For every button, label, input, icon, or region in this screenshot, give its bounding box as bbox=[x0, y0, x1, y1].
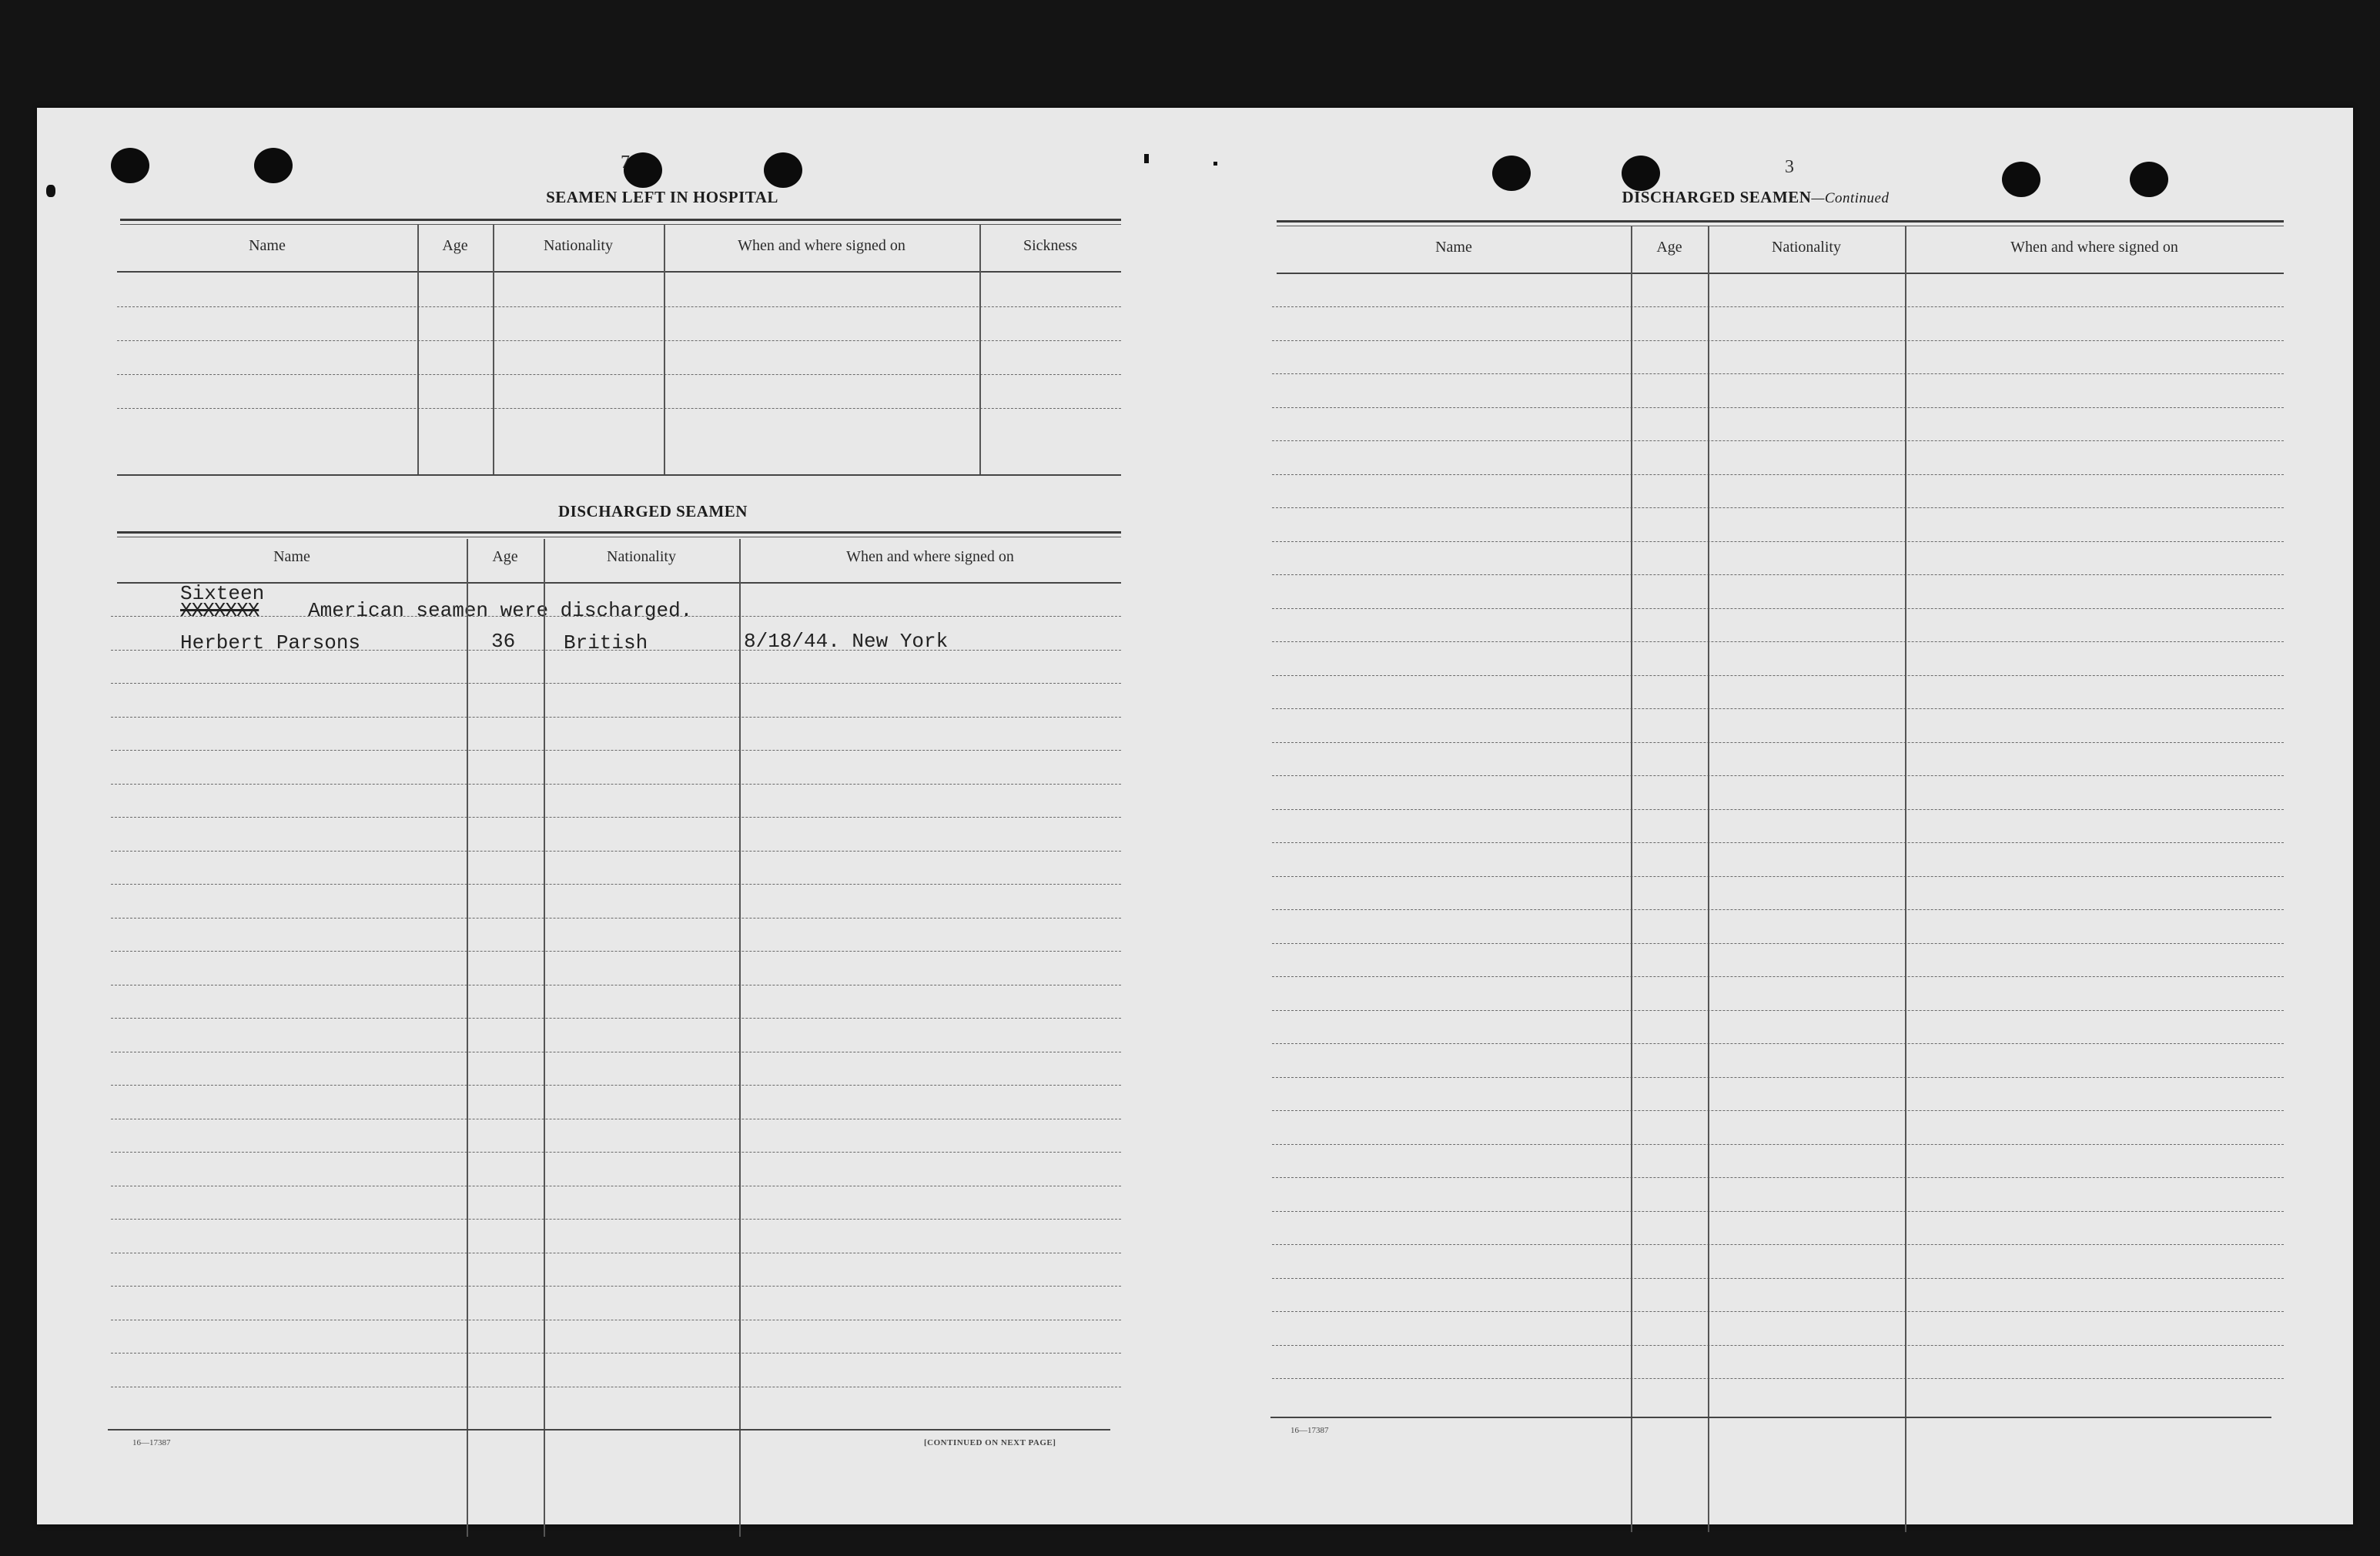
punch-hole-icon bbox=[2130, 162, 2168, 197]
hospital-col-sickness: Sickness bbox=[1023, 237, 1077, 254]
right-col-nationality: Nationality bbox=[1772, 239, 1841, 256]
right-page-number: 3 bbox=[1785, 157, 1794, 177]
left-form-number: 16—17387 bbox=[132, 1438, 171, 1447]
ruled-line bbox=[111, 1152, 1121, 1153]
hospital-col-signed-on: When and where signed on bbox=[738, 237, 905, 254]
hospital-top-rule bbox=[120, 219, 1121, 221]
left-page-number: 7 bbox=[621, 152, 630, 172]
ruled-line bbox=[111, 683, 1121, 684]
hospital-col-divider bbox=[979, 225, 981, 474]
ruled-line bbox=[1272, 775, 2284, 776]
discharged-col-divider bbox=[739, 539, 741, 1537]
hospital-row-line bbox=[117, 306, 1121, 307]
punch-hole-icon bbox=[764, 152, 802, 188]
ruled-line bbox=[111, 884, 1121, 885]
ruled-line bbox=[1272, 306, 2284, 307]
seaman-age: 36 bbox=[491, 630, 516, 653]
punch-hole-icon bbox=[254, 148, 293, 183]
hospital-row-line bbox=[117, 340, 1121, 341]
ruled-line bbox=[1272, 1077, 2284, 1078]
hospital-col-nationality: Nationality bbox=[544, 237, 613, 254]
hospital-col-age: Age bbox=[442, 237, 468, 254]
ruled-line bbox=[1272, 909, 2284, 910]
ruled-line bbox=[1272, 641, 2284, 642]
ink-speck bbox=[1144, 154, 1149, 163]
ruled-line bbox=[111, 1353, 1121, 1354]
ruled-line bbox=[111, 851, 1121, 852]
ruled-line bbox=[111, 750, 1121, 751]
hospital-header-rule bbox=[117, 271, 1121, 273]
discharged-col-divider bbox=[467, 539, 468, 1537]
punch-hole-icon bbox=[2002, 162, 2040, 197]
ruled-line bbox=[1272, 608, 2284, 609]
ruled-line bbox=[111, 616, 1121, 617]
punch-hole-icon bbox=[111, 148, 149, 183]
ruled-line bbox=[1272, 842, 2284, 843]
ruled-line bbox=[1272, 1345, 2284, 1346]
right-col-divider bbox=[1631, 226, 1632, 1532]
ruled-line bbox=[1272, 1211, 2284, 1212]
ruled-line bbox=[111, 817, 1121, 818]
hospital-col-name: Name bbox=[249, 237, 286, 254]
right-col-signed-on: When and where signed on bbox=[2010, 239, 2178, 256]
ruled-line bbox=[1272, 541, 2284, 542]
punch-hole-icon bbox=[1492, 156, 1531, 191]
ruled-line bbox=[1272, 1378, 2284, 1379]
ruled-line bbox=[1272, 507, 2284, 508]
typed-insert-word: Sixteen bbox=[180, 582, 265, 605]
ruled-line bbox=[111, 918, 1121, 919]
discharged-col-name: Name bbox=[273, 548, 310, 565]
ruled-line bbox=[111, 650, 1121, 651]
continued-note: [CONTINUED ON NEXT PAGE] bbox=[924, 1438, 1056, 1447]
hospital-col-divider bbox=[417, 225, 419, 474]
ruled-line bbox=[1272, 1110, 2284, 1111]
ruled-line bbox=[111, 717, 1121, 718]
ruled-line bbox=[1272, 675, 2284, 676]
struck-text: XXXXXXX bbox=[180, 599, 259, 622]
ruled-line bbox=[1272, 407, 2284, 408]
ruled-line bbox=[1272, 742, 2284, 743]
ruled-line bbox=[1272, 440, 2284, 441]
left-bottom-rule bbox=[108, 1429, 1110, 1431]
ruled-line bbox=[1272, 809, 2284, 810]
ruled-line bbox=[1272, 1010, 2284, 1011]
continued-section-title bbox=[1586, 188, 1925, 207]
ink-speck bbox=[46, 185, 55, 197]
right-form-number: 16—17387 bbox=[1290, 1426, 1329, 1435]
right-col-divider bbox=[1708, 226, 1709, 1532]
hospital-section-title: SEAMEN LEFT IN HOSPITAL bbox=[546, 188, 778, 206]
ruled-line bbox=[1272, 474, 2284, 475]
hospital-col-divider bbox=[664, 225, 665, 474]
right-col-name: Name bbox=[1435, 239, 1472, 256]
ruled-line bbox=[111, 1286, 1121, 1287]
ruled-line bbox=[111, 1085, 1121, 1086]
ruled-line bbox=[1272, 876, 2284, 877]
ruled-line bbox=[1272, 708, 2284, 709]
typed-discharge-note: American seamen were discharged. bbox=[308, 599, 693, 622]
ruled-line bbox=[111, 784, 1121, 785]
ruled-line bbox=[111, 951, 1121, 952]
ruled-line bbox=[1272, 1244, 2284, 1245]
seaman-signed-on: 8/18/44. New York bbox=[744, 630, 949, 653]
discharged-header-rule bbox=[117, 582, 1121, 584]
right-header-rule bbox=[1277, 273, 2284, 274]
right-col-age: Age bbox=[1656, 239, 1682, 256]
ruled-line bbox=[1272, 1177, 2284, 1178]
ruled-line bbox=[1272, 1278, 2284, 1279]
ruled-line bbox=[1272, 943, 2284, 944]
punch-hole-icon bbox=[1622, 156, 1660, 191]
ruled-line bbox=[111, 1018, 1121, 1019]
hospital-row-line bbox=[117, 408, 1121, 409]
hospital-bottom-rule bbox=[117, 474, 1121, 476]
discharged-col-age: Age bbox=[492, 548, 518, 565]
discharged-col-signed-on: When and where signed on bbox=[846, 548, 1014, 565]
ruled-line bbox=[1272, 976, 2284, 977]
ruled-line bbox=[1272, 574, 2284, 575]
continued-title-main: DISCHARGED SEAMEN bbox=[1622, 188, 1812, 206]
hospital-col-divider bbox=[493, 225, 494, 474]
discharged-top-rule bbox=[117, 531, 1121, 534]
continued-title-suffix: —Continued bbox=[1811, 190, 1890, 206]
hospital-row-line bbox=[117, 374, 1121, 375]
ruled-line bbox=[111, 1219, 1121, 1220]
ruled-line bbox=[1272, 373, 2284, 374]
right-bottom-rule bbox=[1270, 1417, 2271, 1418]
ruled-line bbox=[1272, 1144, 2284, 1145]
discharged-col-divider bbox=[544, 539, 545, 1537]
discharged-col-nationality: Nationality bbox=[607, 548, 676, 565]
typed-struck-word bbox=[180, 599, 259, 622]
ink-speck bbox=[1213, 162, 1217, 166]
seaman-nationality: British bbox=[564, 631, 648, 654]
ruled-line bbox=[1272, 340, 2284, 341]
right-top-rule bbox=[1277, 220, 2284, 223]
ruled-line bbox=[1272, 1311, 2284, 1312]
form-sheet bbox=[37, 108, 2353, 1524]
right-col-divider bbox=[1905, 226, 1906, 1532]
discharged-section-title: DISCHARGED SEAMEN bbox=[558, 502, 748, 520]
ruled-line bbox=[1272, 1043, 2284, 1044]
seaman-name: Herbert Parsons bbox=[180, 631, 361, 654]
